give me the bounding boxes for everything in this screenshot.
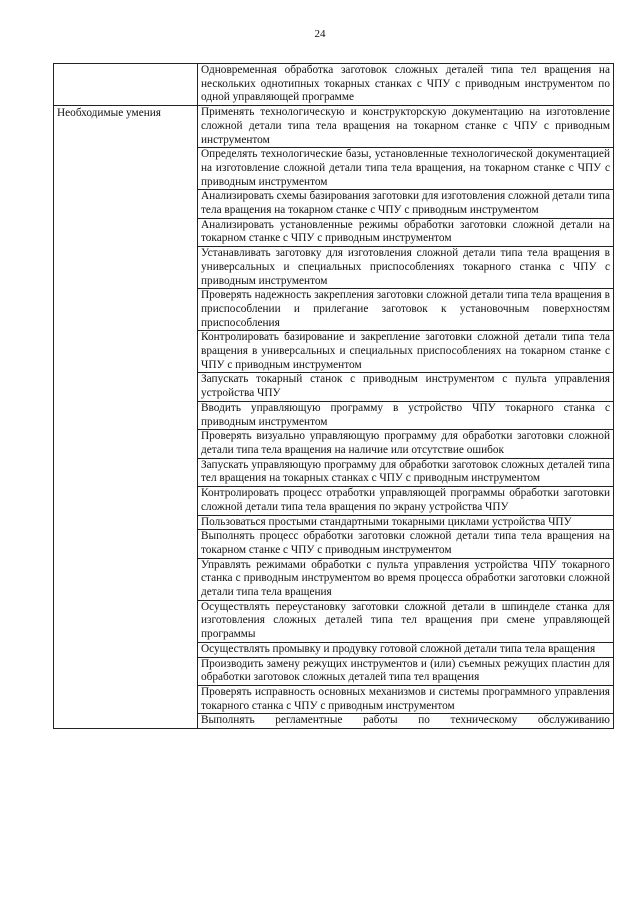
skill-description: Пользоваться простыми стандартными токарными циклами устройства ЧПУ <box>198 515 614 530</box>
skill-description: Определять технологические базы, установленные технологической документацией на изготовление сложной детали типа тела вращения, на токарном станке с ЧПУ с приводным инструментом <box>198 148 614 190</box>
skill-description: Выполнять процесс обработки заготовки сложной детали типа тела вращения на токарном станке с ЧПУ с приводным инструментом <box>198 530 614 558</box>
skill-description: Производить замену режущих инструментов и (или) съемных режущих пластин для обработки заготовок сложных деталей типа тел вращения <box>198 657 614 685</box>
page-number: 24 <box>314 28 326 40</box>
skill-description: Анализировать установленные режимы обработки заготовки сложной детали на токарном станке с ЧПУ с приводным инструментом <box>198 218 614 246</box>
row-label <box>54 64 198 106</box>
skill-description: Проверять визуально управляющую программу для обработки заготовки сложной детали типа тела вращения на наличие или отсутствие ошибок <box>198 430 614 458</box>
skill-description: Контролировать базирование и закрепление заготовки сложной детали типа тела вращения в универсальных и специальных приспособлениях на токарном станке с ЧПУ с приводным инструментом <box>198 331 614 373</box>
section-label-skills: Необходимые умения <box>54 106 198 729</box>
skill-description: Одновременная обработка заготовок сложных деталей типа тел вращения на нескольких однотипных токарных станках с ЧПУ с приводным инструментом по одной управляющей программе <box>198 64 614 106</box>
skill-description: Вводить управляющую программу в устройство ЧПУ токарного станка с приводным инструментом <box>198 401 614 429</box>
skill-description: Контролировать процесс отработки управляющей программы обработки заготовки сложной детали типа тела вращения по экрану устройства ЧПУ <box>198 487 614 515</box>
skill-description: Запускать токарный станок с приводным инструментом с пульта управления устройства ЧПУ <box>198 373 614 401</box>
skill-description: Применять технологическую и конструкторскую документацию на изготовление сложной детали типа тела вращения на токарном станке с ЧПУ с приводным инструментом <box>198 106 614 148</box>
skill-description: Управлять режимами обработки с пульта управления устройства ЧПУ токарного станка с приводным инструментом во время процесса обработки заготовки сложной детали типа тела вращения <box>198 558 614 600</box>
table-row <box>54 64 614 106</box>
skill-description: Осуществлять переустановку заготовки сложной детали в шпинделе станка для изготовления сложных деталей типа тел вращения при смене управляющей программы <box>198 600 614 642</box>
skill-description: Устанавливать заготовку для изготовления сложной детали типа тела вращения в универсальных и специальных приспособлениях токарного станка с ЧПУ с приводным инструментом <box>198 247 614 289</box>
skill-description: Анализировать схемы базирования заготовки для изготовления сложной детали типа тела вращения на токарном станке с ЧПУ с приводным инструментом <box>198 190 614 218</box>
skill-description: Запускать управляющую программу для обработки заготовок сложных деталей типа тел вращения на токарных станках с ЧПУ с приводным инструментом <box>198 458 614 486</box>
skill-description: Проверять исправность основных механизмов и системы программного управления токарного станка с ЧПУ с приводным инструментом <box>198 685 614 713</box>
skill-description: Выполнять регламентные работы по техническому обслуживанию <box>198 714 614 729</box>
table-row <box>54 106 614 148</box>
skills-table <box>53 63 614 729</box>
skill-description: Проверять надежность закрепления заготовки сложной детали типа тела вращения в приспособлении и прилегание заготовок к установочным поверхностям приспособления <box>198 289 614 331</box>
skill-description: Осуществлять промывку и продувку готовой сложной детали типа тела вращения <box>198 642 614 657</box>
